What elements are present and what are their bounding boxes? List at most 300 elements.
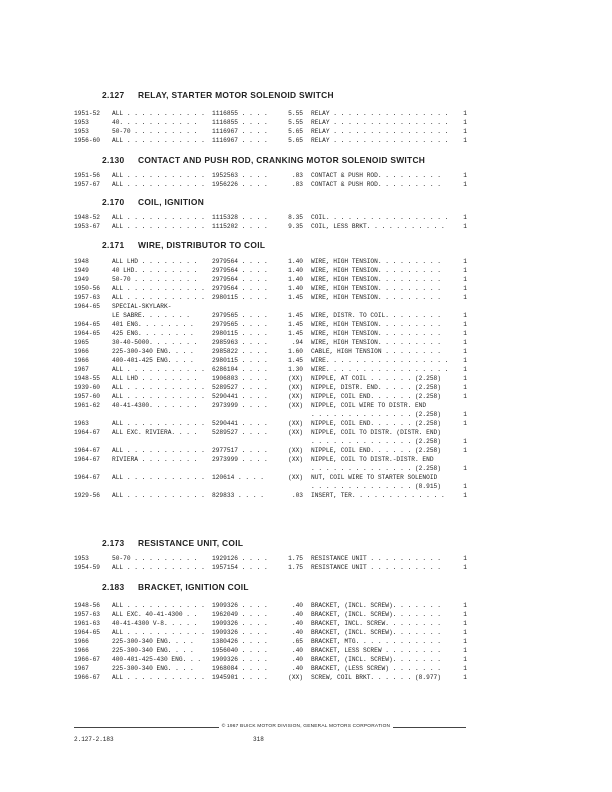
model-applicability: ALL LHD . . . . . . . . — [112, 375, 198, 382]
quantity: 1 — [463, 119, 467, 126]
price: 1.60 — [288, 348, 303, 355]
price: 5.65 — [288, 137, 303, 144]
section-heading — [102, 90, 334, 100]
model-year: 1966 — [74, 357, 89, 364]
part-description: WIRE, HIGH TENSION. . . . . . . . . — [311, 339, 441, 346]
price: 1.40 — [288, 276, 303, 283]
quantity: 1 — [463, 555, 467, 562]
price: 1.40 — [288, 258, 303, 265]
quantity: 1 — [463, 172, 467, 179]
table-row — [0, 620, 612, 628]
model-applicability: ALL EXC. RIVIERA. . . . — [112, 429, 198, 436]
model-year: 1954-59 — [74, 564, 100, 571]
table-row — [0, 214, 612, 222]
model-year: 1964-67 — [74, 474, 100, 481]
model-year: 1950-56 — [74, 285, 100, 292]
table-row — [0, 285, 612, 293]
price: 1.40 — [288, 267, 303, 274]
table-row — [0, 492, 612, 500]
part-description: WIRE, HIGH TENSION. . . . . . . . . — [311, 258, 441, 265]
model-year: 1966 — [74, 638, 89, 645]
price: (XX) — [288, 375, 303, 382]
model-year: 1963 — [74, 420, 89, 427]
section-title: RESISTANCE UNIT, COIL — [138, 538, 244, 548]
price: .40 — [291, 647, 303, 654]
model-year: 1951-56 — [74, 172, 100, 179]
table-row — [0, 429, 612, 437]
part-number: 1952563 . . . . — [212, 172, 268, 179]
price: .65 — [291, 638, 303, 645]
part-number: 1956226 . . . . — [212, 181, 268, 188]
model-applicability: 40 LHD. . . . . . . . . — [112, 267, 198, 274]
price: 1.40 — [288, 285, 303, 292]
part-description: BRACKET, (INCL. SCREW). . . . . . . — [311, 656, 441, 663]
model-year: 1964-67 — [74, 429, 100, 436]
model-applicability: RIVIERA . . . . . . . . — [112, 456, 198, 463]
part-description: NIPPLE, COIL WIRE TO DISTR. END — [311, 402, 427, 409]
model-applicability: 50-70 . . . . . . . . . — [112, 276, 198, 283]
table-row — [0, 366, 612, 374]
model-year: 1957-67 — [74, 181, 100, 188]
quantity: 1 — [463, 620, 467, 627]
part-description: BRACKET, (INCL. SCREW). . . . . . . — [311, 602, 441, 609]
model-applicability: ALL . . . . . . . . . . . — [112, 181, 205, 188]
model-year: 1966-67 — [74, 656, 100, 663]
quantity: 1 — [463, 483, 467, 490]
model-year: 1948-56 — [74, 602, 100, 609]
quantity: 1 — [463, 366, 467, 373]
part-description: RELAY . . . . . . . . . . . . . . . . — [311, 128, 449, 135]
model-year: 1966-67 — [74, 674, 100, 681]
part-number: 2985822 . . . . — [212, 348, 268, 355]
quantity: 1 — [463, 492, 467, 499]
table-row — [0, 267, 612, 275]
part-description: NIPPLE, COIL END. . . . . . (2.258) — [311, 393, 441, 400]
model-applicability: ALL . . . . . . . . . . . — [112, 393, 205, 400]
part-description: CONTACT & PUSH ROD. . . . . . . . . — [311, 181, 441, 188]
quantity: 1 — [463, 214, 467, 221]
model-applicability: ALL . . . . . . . . . . . — [112, 384, 205, 391]
part-description: RESISTANCE UNIT . . . . . . . . . . — [311, 564, 441, 571]
section-heading — [102, 538, 243, 548]
model-year: 1957-63 — [74, 294, 100, 301]
part-number: 2979564 . . . . — [212, 276, 268, 283]
price: (XX) — [288, 402, 303, 409]
table-row — [0, 321, 612, 329]
quantity: 1 — [463, 348, 467, 355]
price: 5.65 — [288, 128, 303, 135]
model-applicability: ALL . . . . . . . . . . . — [112, 110, 205, 117]
quantity: 1 — [463, 674, 467, 681]
table-row — [0, 420, 612, 428]
model-year: 1953 — [74, 119, 89, 126]
model-applicability: ALL . . . . . . . . . . . — [112, 447, 205, 454]
model-applicability: 225-300-340 ENG. . . . — [112, 647, 194, 654]
part-description: INSERT, TER. . . . . . . . . . . . . — [311, 492, 445, 499]
section-heading — [102, 240, 265, 250]
price: .83 — [291, 172, 303, 179]
part-number: 1929126 . . . . — [212, 555, 268, 562]
part-number: 2973999 . . . . — [212, 402, 268, 409]
table-row — [0, 375, 612, 383]
quantity: 1 — [463, 629, 467, 636]
quantity: 1 — [463, 447, 467, 454]
model-applicability: ALL . . . . . . . . . . . — [112, 366, 205, 373]
model-applicability: 30-40-5000. . . . . . . — [112, 339, 198, 346]
part-description: BRACKET, MTG. . . . . . . . . . . . — [311, 638, 441, 645]
model-applicability: ALL . . . . . . . . . . . — [112, 420, 205, 427]
model-year: 1966 — [74, 348, 89, 355]
price: 1.45 — [288, 330, 303, 337]
table-row — [0, 411, 612, 419]
model-applicability: ALL LHD . . . . . . . . — [112, 258, 198, 265]
model-year: 1949 — [74, 267, 89, 274]
model-year: 1965 — [74, 339, 89, 346]
model-year: 1964-65 — [74, 303, 100, 310]
section-heading — [102, 155, 425, 165]
quantity: 1 — [463, 267, 467, 274]
model-year: 1948 — [74, 258, 89, 265]
model-year: 1957-63 — [74, 611, 100, 618]
model-year: 1964-67 — [74, 456, 100, 463]
table-row — [0, 181, 612, 189]
part-number: 2979564 . . . . — [212, 267, 268, 274]
model-applicability: 425 ENG. . . . . . . . — [112, 330, 194, 337]
quantity: 1 — [463, 137, 467, 144]
part-number: 1957154 . . . . — [212, 564, 268, 571]
quantity: 1 — [463, 647, 467, 654]
model-applicability: 225-300-340 ENG. . . . — [112, 348, 194, 355]
section-number: 2.127 — [102, 90, 125, 100]
quantity: 1 — [463, 602, 467, 609]
model-applicability: 50-70 . . . . . . . . . — [112, 555, 198, 562]
section-number: 2.130 — [102, 155, 125, 165]
part-number: 120614 . . . . — [212, 474, 264, 481]
table-row — [0, 276, 612, 284]
table-row — [0, 172, 612, 180]
part-number: 1116855 . . . . — [212, 119, 268, 126]
model-applicability: 225-300-340 ENG. . . . — [112, 665, 194, 672]
part-description: BRACKET, (LESS SCREW) . . . . . . . — [311, 665, 441, 672]
part-number: 2980115 . . . . — [212, 294, 268, 301]
quantity: 1 — [463, 110, 467, 117]
table-row — [0, 330, 612, 338]
part-description: RELAY . . . . . . . . . . . . . . . . — [311, 110, 449, 117]
model-year: 1966 — [74, 647, 89, 654]
model-applicability: ALL . . . . . . . . . . . — [112, 172, 205, 179]
part-number: 2980115 . . . . — [212, 357, 268, 364]
part-number: 1909326 . . . . — [212, 629, 268, 636]
price: (XX) — [288, 674, 303, 681]
quantity: 1 — [463, 181, 467, 188]
price: .40 — [291, 602, 303, 609]
part-number: 2979564 . . . . — [212, 258, 268, 265]
table-row — [0, 303, 612, 311]
quantity: 1 — [463, 665, 467, 672]
price: .83 — [291, 181, 303, 188]
quantity: 1 — [463, 438, 467, 445]
table-row — [0, 357, 612, 365]
model-year: 1967 — [74, 665, 89, 672]
quantity: 1 — [463, 411, 467, 418]
part-number: 1956040 . . . . — [212, 647, 268, 654]
footer-copyright — [0, 724, 612, 729]
part-description: BRACKET, (INCL. SCREW). . . . . . . — [311, 611, 441, 618]
table-row — [0, 629, 612, 637]
table-row — [0, 438, 612, 446]
part-number: 2979565 . . . . — [212, 312, 268, 319]
price: .03 — [291, 492, 303, 499]
part-description: NIPPLE, COIL END. . . . . . (2.258) — [311, 420, 441, 427]
part-number: 1116855 . . . . — [212, 110, 268, 117]
model-year: 1967 — [74, 366, 89, 373]
price: .40 — [291, 611, 303, 618]
table-row — [0, 110, 612, 118]
price: 1.45 — [288, 294, 303, 301]
model-applicability: SPECIAL-SKYLARK- — [112, 303, 172, 310]
part-number: 2979564 . . . . — [212, 285, 268, 292]
part-description: CABLE, HIGH TENSION . . . . . . . . — [311, 348, 441, 355]
model-year: 1961-62 — [74, 402, 100, 409]
table-row — [0, 119, 612, 127]
model-applicability: ALL . . . . . . . . . . . — [112, 629, 205, 636]
table-row — [0, 223, 612, 231]
copyright-text: © 1967 BUICK MOTOR DIVISION, GENERAL MOTORS CORPORATION — [219, 724, 393, 729]
price: .40 — [291, 629, 303, 636]
price: .40 — [291, 665, 303, 672]
price: .40 — [291, 620, 303, 627]
part-number: 1906803 . . . . — [212, 375, 268, 382]
table-row — [0, 674, 612, 682]
price: 5.55 — [288, 110, 303, 117]
part-number: 5289527 . . . . — [212, 384, 268, 391]
part-number: 2979565 . . . . — [212, 321, 268, 328]
table-row — [0, 483, 612, 491]
part-number: 1380426 . . . . — [212, 638, 268, 645]
price: (XX) — [288, 393, 303, 400]
model-applicability: ALL . . . . . . . . . . . — [112, 214, 205, 221]
section-number: 2.183 — [102, 582, 125, 592]
model-year: 1964-67 — [74, 447, 100, 454]
part-description: WIRE. . . . . . . . . . . . . . . . . — [311, 357, 449, 364]
part-description: NIPPLE, DISTR. END. . . . . (2.258) — [311, 384, 441, 391]
part-number: 1909326 . . . . — [212, 656, 268, 663]
quantity: 1 — [463, 258, 467, 265]
section-number: 2.173 — [102, 538, 125, 548]
model-applicability: 40. . . . . . . . . . . — [112, 119, 198, 126]
part-description: . . . . . . . . . . . . . . (2.258) — [311, 465, 441, 472]
part-number: 1909326 . . . . — [212, 620, 268, 627]
price: (XX) — [288, 456, 303, 463]
part-description: NIPPLE, COIL TO DISTR.-DISTR. END — [311, 456, 434, 463]
table-row — [0, 456, 612, 464]
part-description: BRACKET, (INCL. SCREW). . . . . . . — [311, 629, 441, 636]
part-number: 1116967 . . . . — [212, 137, 268, 144]
part-description: WIRE, HIGH TENSION. . . . . . . . . — [311, 294, 441, 301]
section-title: CONTACT AND PUSH ROD, CRANKING MOTOR SOLENOID SWITCH — [138, 155, 426, 165]
page-number: 318 — [253, 736, 264, 743]
part-description: SCREW, COIL BRKT. . . . . . (8.977) — [311, 674, 441, 681]
model-year: 1949 — [74, 276, 89, 283]
part-description: BRACKET, INCL. SCREW. . . . . . . . — [311, 620, 441, 627]
quantity: 1 — [463, 128, 467, 135]
quantity: 1 — [463, 339, 467, 346]
table-row — [0, 128, 612, 136]
part-number: 5290441 . . . . — [212, 393, 268, 400]
model-year: 1929-56 — [74, 492, 100, 499]
model-applicability: 225-300-340 ENG. . . . — [112, 638, 194, 645]
model-applicability: ALL . . . . . . . . . . . — [112, 285, 205, 292]
quantity: 1 — [463, 285, 467, 292]
quantity: 1 — [463, 294, 467, 301]
part-description: COIL, LESS BRKT. . . . . . . . . . . — [311, 223, 445, 230]
table-row — [0, 474, 612, 482]
table-row — [0, 348, 612, 356]
part-number: 829833 . . . . — [212, 492, 264, 499]
model-applicability: 400-401-425 ENG. . . . — [112, 357, 194, 364]
part-description: CONTACT & PUSH ROD. . . . . . . . . — [311, 172, 441, 179]
part-number: 1115328 . . . . — [212, 214, 268, 221]
quantity: 1 — [463, 611, 467, 618]
section-range: 2.127-2.183 — [74, 736, 114, 743]
part-description: WIRE, HIGH TENSION. . . . . . . . . — [311, 330, 441, 337]
model-applicability: LE SABRE. . . . . . . — [112, 312, 190, 319]
table-row — [0, 555, 612, 563]
quantity: 1 — [463, 638, 467, 645]
table-row — [0, 137, 612, 145]
model-applicability: 50-70 . . . . . . . . . — [112, 128, 198, 135]
table-row — [0, 602, 612, 610]
price: 9.35 — [288, 223, 303, 230]
table-row — [0, 312, 612, 320]
table-row — [0, 402, 612, 410]
model-applicability: ALL . . . . . . . . . . . — [112, 294, 205, 301]
part-description: RESISTANCE UNIT . . . . . . . . . . — [311, 555, 441, 562]
part-description: NIPPLE, COIL TO DISTR. (DISTR. END) — [311, 429, 441, 436]
table-row — [0, 339, 612, 347]
quantity: 1 — [463, 393, 467, 400]
part-number: 1115202 . . . . — [212, 223, 268, 230]
table-row — [0, 465, 612, 473]
quantity: 1 — [463, 375, 467, 382]
price: (XX) — [288, 474, 303, 481]
table-row — [0, 638, 612, 646]
price: (XX) — [288, 420, 303, 427]
model-year: 1953 — [74, 128, 89, 135]
model-applicability: ALL . . . . . . . . . . . — [112, 137, 205, 144]
model-applicability: 400-401-425-430 ENG. . . — [112, 656, 202, 663]
price: 1.30 — [288, 366, 303, 373]
part-number: 5290441 . . . . — [212, 420, 268, 427]
model-year: 1964-65 — [74, 629, 100, 636]
table-row — [0, 393, 612, 401]
part-description: WIRE, HIGH TENSION. . . . . . . . . — [311, 285, 441, 292]
table-row — [0, 258, 612, 266]
model-applicability: ALL . . . . . . . . . . . — [112, 223, 205, 230]
model-year: 1957-60 — [74, 393, 100, 400]
table-row — [0, 447, 612, 455]
part-description: NIPPLE, AT COIL . . . . . . (2.258) — [311, 375, 441, 382]
table-row — [0, 294, 612, 302]
quantity: 1 — [463, 656, 467, 663]
quantity: 1 — [463, 330, 467, 337]
price: 1.45 — [288, 357, 303, 364]
section-title: BRACKET, IGNITION COIL — [138, 582, 249, 592]
part-description: RELAY . . . . . . . . . . . . . . . . — [311, 119, 449, 126]
part-number: 1945901 . . . . — [212, 674, 268, 681]
section-title: WIRE, DISTRIBUTOR TO COIL — [138, 240, 266, 250]
table-row — [0, 564, 612, 572]
part-description: WIRE, HIGH TENSION. . . . . . . . . — [311, 321, 441, 328]
model-applicability: ALL . . . . . . . . . . . — [112, 474, 205, 481]
part-number: 2985963 . . . . — [212, 339, 268, 346]
price: .94 — [291, 339, 303, 346]
model-year: 1948-55 — [74, 375, 100, 382]
section-number: 2.171 — [102, 240, 125, 250]
section-heading — [102, 197, 204, 207]
section-number: 2.170 — [102, 197, 125, 207]
part-description: WIRE, HIGH TENSION. . . . . . . . . — [311, 276, 441, 283]
price: 1.75 — [288, 555, 303, 562]
table-row — [0, 611, 612, 619]
model-applicability: 401 ENG. . . . . . . . — [112, 321, 194, 328]
model-applicability: 40-41-4300. . . . . . . — [112, 402, 198, 409]
part-description: WIRE, DISTR. TO COIL. . . . . . . . — [311, 312, 441, 319]
quantity: 1 — [463, 223, 467, 230]
quantity: 1 — [463, 357, 467, 364]
model-year: 1953 — [74, 555, 89, 562]
part-description: COIL. . . . . . . . . . . . . . . . . — [311, 214, 449, 221]
part-description: WIRE, HIGH TENSION. . . . . . . . . — [311, 267, 441, 274]
part-description: RELAY . . . . . . . . . . . . . . . . — [311, 137, 449, 144]
quantity: 1 — [463, 465, 467, 472]
section-title: RELAY, STARTER MOTOR SOLENOID SWITCH — [138, 90, 334, 100]
part-number: 5289527 . . . . — [212, 429, 268, 436]
part-number: 6286104 . . . . — [212, 366, 268, 373]
table-row — [0, 656, 612, 664]
part-description: NIPPLE, COIL END. . . . . . (2.258) — [311, 447, 441, 454]
quantity: 1 — [463, 321, 467, 328]
price: (XX) — [288, 384, 303, 391]
quantity: 1 — [463, 312, 467, 319]
part-description: NUT, COIL WIRE TO STARTER SOLENOID — [311, 474, 438, 481]
part-number: 2977517 . . . . — [212, 447, 268, 454]
part-number: 2980115 . . . . — [212, 330, 268, 337]
model-applicability: ALL EXC. 40-41-4300 . . — [112, 611, 198, 618]
quantity: 1 — [463, 276, 467, 283]
section-title: COIL, IGNITION — [138, 197, 205, 207]
quantity: 1 — [463, 564, 467, 571]
price: .40 — [291, 656, 303, 663]
part-description: . . . . . . . . . . . . . . (2.258) — [311, 411, 441, 418]
model-applicability: ALL . . . . . . . . . . . — [112, 492, 205, 499]
model-applicability: ALL . . . . . . . . . . . — [112, 564, 205, 571]
part-number: 1116967 . . . . — [212, 128, 268, 135]
quantity: 1 — [463, 384, 467, 391]
model-year: 1939-60 — [74, 384, 100, 391]
section-heading — [102, 582, 249, 592]
table-row — [0, 384, 612, 392]
model-applicability: ALL . . . . . . . . . . . — [112, 602, 205, 609]
part-number: 1909326 . . . . — [212, 602, 268, 609]
model-applicability: ALL . . . . . . . . . . . — [112, 674, 205, 681]
price: (XX) — [288, 429, 303, 436]
part-description: . . . . . . . . . . . . . . (2.258) — [311, 438, 441, 445]
model-year: 1956-60 — [74, 137, 100, 144]
part-number: 1968084 . . . . — [212, 665, 268, 672]
price: 5.55 — [288, 119, 303, 126]
model-year: 1953-67 — [74, 223, 100, 230]
